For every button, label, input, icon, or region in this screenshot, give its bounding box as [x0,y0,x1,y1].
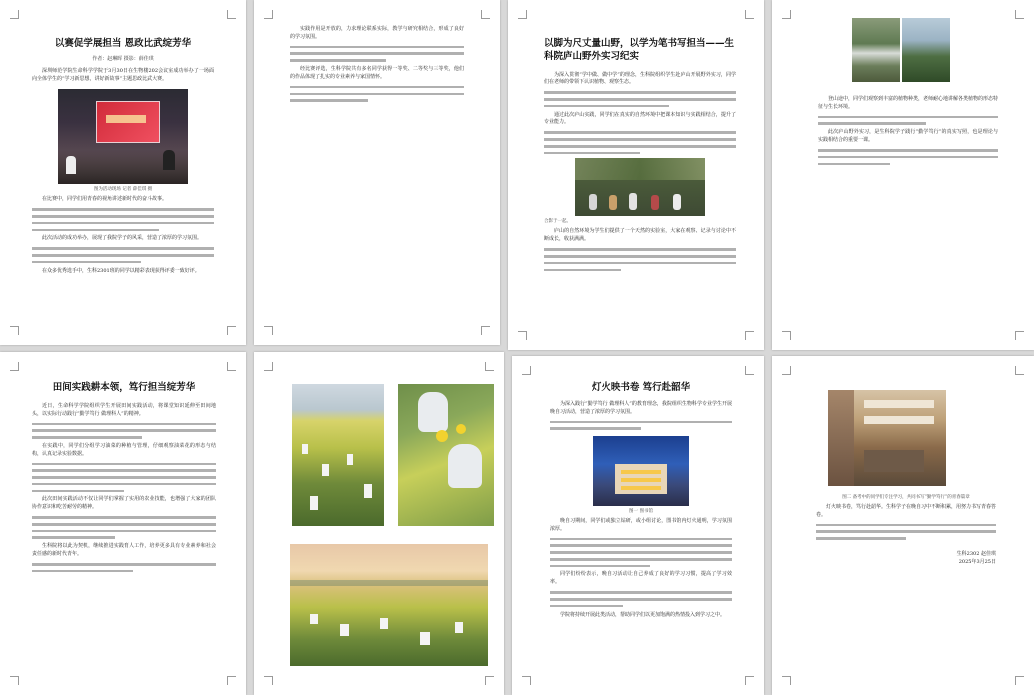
body-text-lines [550,591,732,607]
body-text-lines [544,248,736,271]
paragraph: 为深入践行“勤学笃行 做理科人”的教育理念，我院组织生物科学专业学生开展晚自习活动，营造了浓厚的学习氛围。 [550,400,732,415]
document-page-4 [772,0,1034,350]
paragraph: 为深入贯彻“学中做、做中学”的理念，生科院组织学生赴庐山开展野外实习，同学们在老师的带领下认识植物、观察生态。 [544,71,736,86]
body-text-lines [32,247,214,263]
body-text-lines [818,116,998,125]
crop-mark [481,10,490,19]
crop-mark [264,676,273,685]
photo-caption: 图一 图书馆 [629,508,653,514]
body-text-lines [290,46,464,62]
field-trip-photo [575,158,705,216]
body-text-lines [32,208,214,231]
article-title: 以赛促学展担当 恩政比武绽芳华 [54,38,192,49]
body-text-lines [32,516,216,539]
paragraph: 在实践中，同学们分组学习油菜的种植与管理，仔细观察油菜花的形态与结构，认真记录实验数据。 [32,442,216,457]
flower-handling-photo [398,384,494,526]
crop-mark [10,326,19,335]
crop-mark [264,362,273,371]
crop-mark [518,331,527,340]
crop-mark [227,362,236,371]
document-page-2 [254,0,500,345]
article-title: 田间实践耕本领，笃行担当绽芳华 [52,382,196,393]
crop-mark [782,366,791,375]
mountain-photo [902,18,950,82]
paragraph: 生科院将以此为契机，继续推进实践育人工作，培养更多具有专业素养和社会责任感的新时代青年。 [32,543,216,557]
crop-mark [745,331,754,340]
crop-mark [227,676,236,685]
crop-mark [518,10,527,19]
document-page-6 [254,352,504,695]
crop-mark [264,10,273,19]
paragraph: 在比赛中，同学们用青春的视角讲述新时代的奋斗故事。 [42,196,168,203]
crop-mark [10,676,19,685]
body-text-lines [32,463,216,493]
photo-caption: 图二 备考中的同学们专注学习，共同书写“勤学笃行”的青春篇章 [842,495,970,500]
document-page-7 [512,356,764,695]
body-text-lines [544,131,736,154]
paragraph: 近日，生命科学学院组织学生开展田间实践活动，将课堂知识延伸至田间地头，以实际行动践行“勤学笃行 做理科人”的精神。 [32,402,216,417]
crop-mark [522,366,531,375]
event-photo [58,89,188,184]
paragraph: 同学们纷纷表示，晚自习活动让自己养成了良好的学习习惯，提高了学习效率。 [550,571,732,586]
document-page-1 [0,0,246,345]
crop-mark [522,676,531,685]
paragraph: 登山途中，同学们观察到丰富的植物种类，老师耐心地讲解各类植物的形态特征与生长环境。 [818,96,999,110]
document-page-8 [772,356,1034,695]
sunset-field-photo [290,544,488,666]
paragraph: 深圳师范学院生命科学学院于3月30日在生物楼202会议室成功举办了一场面向全体学生的“学习新思想，讲好新故事”主题思政比武大赛。 [32,67,214,82]
byline: 作者：赵琳晖 摄影：薛佳琪 [92,55,154,62]
crop-mark [1015,10,1024,19]
crop-mark [481,326,490,335]
waterfall-photo [852,18,900,82]
crop-mark [1015,366,1024,375]
study-hall-photo [828,390,946,486]
crop-mark [1015,676,1024,685]
crop-mark [745,366,754,375]
crop-mark [485,362,494,371]
article-title: 以脚为尺丈量山野，以学为笔书写担当——生科院庐山野外实习纪实 [544,38,735,62]
paragraph: 此次活动的成功举办，展现了我院学子的风采，营造了浓厚的学习氛围。 [42,235,203,242]
author-signature: 生科2302 赵佳琪 [956,551,996,558]
library-photo [593,436,689,506]
date-line: 2025年3月25日 [958,559,996,566]
body-text-lines [32,563,216,572]
crop-mark [227,326,236,335]
paragraph: 灯火映书卷，笃行赴韶华。生科学子在晚自习中不断积累，用努力书写青春答卷。 [816,504,997,518]
paragraph: 经比赛评选，生科学院共有多名同学获得一等奖、二等奖与三等奖，他们的作品体现了扎实的专业素养与家国情怀。 [290,66,464,80]
paragraph: 此次庐山野外实习，是生科院学子践行“勤学笃行”的真实写照，也是理论与实践相结合的重要一课。 [818,129,998,143]
body-text-lines [290,86,464,102]
crop-mark [745,10,754,19]
body-text-lines [32,423,216,439]
paragraph: 晚自习期间，同学们或独立钻研，或小组讨论，图书馆内灯火通明，学习氛围浓厚。 [550,517,732,532]
body-text-lines [816,524,996,540]
document-page-5 [0,352,246,695]
crop-mark [782,10,791,19]
document-page-3 [508,0,764,350]
crop-mark [782,331,791,340]
paragraph: 学院将持续开展此类活动，帮助同学们以更加饱满的热情投入到学习之中。 [560,611,726,618]
crop-mark [782,676,791,685]
crop-mark [745,676,754,685]
photo-caption: 合影于一起。 [544,219,571,225]
paragraph: 通过此次庐山实践，同学们在真实的自然环境中把课本知识与实践相结合，提升了专业能力。 [544,111,736,126]
rapeseed-field-photo [292,384,384,526]
photo-caption: 图为活动现场 记者 薛佳琪 摄 [93,187,153,193]
article-title: 灯火映书卷 笃行赴韶华 [591,382,691,393]
paragraph: 此次田间实践活动不仅让同学们掌握了实用的农业技能，也增强了大家的团队协作意识和吃苦耐劳的精神。 [32,496,216,511]
crop-mark [10,362,19,371]
crop-mark [485,676,494,685]
body-text-lines [818,149,998,165]
paragraph: 在众多优秀选手中，生科2301班的同学以精彩表现获得评委一致好评。 [42,267,200,274]
paragraph: 实践作用是开放的，力求理论联系实际，教学与研究相结合，形成了良好的学习氛围。 [290,26,464,40]
paragraph: 庐山的自然环境为学生们提供了一个天然的实验室，大家在观察、记录与讨论中不断成长，收获满满。 [544,228,736,243]
body-text-lines [550,538,732,568]
crop-mark [264,326,273,335]
body-text-lines [544,91,736,107]
crop-mark [227,10,236,19]
crop-mark [1015,331,1024,340]
body-text-lines [550,421,732,430]
crop-mark [10,10,19,19]
